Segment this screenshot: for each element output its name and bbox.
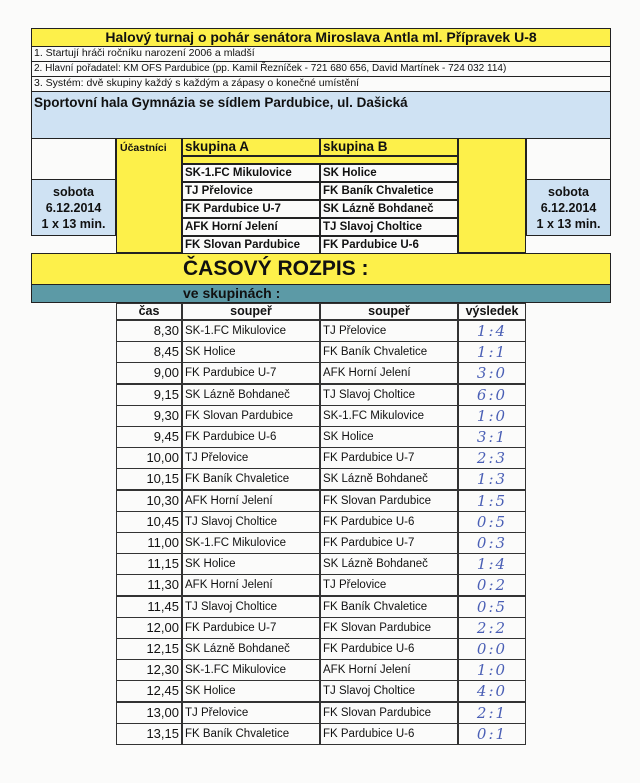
match-time: 10,00 (116, 447, 182, 469)
match-result: 1:5 (458, 490, 526, 512)
match-time: 11,15 (116, 553, 182, 575)
match-result: 1:1 (458, 341, 526, 363)
right-day-date: 6.12.2014 (540, 201, 597, 215)
match-away: TJ Přelovice (320, 320, 458, 342)
match-home: TJ Přelovice (182, 702, 320, 724)
right-day-name: sobota (548, 185, 589, 199)
match-time: 12,15 (116, 638, 182, 660)
header-result: výsledek (458, 303, 526, 320)
match-result: 0:0 (458, 638, 526, 660)
match-home: AFK Horní Jelení (182, 574, 320, 596)
right-day-box (526, 180, 611, 236)
group-b-team: SK Lázně Bohdaneč (320, 200, 458, 218)
group-a-team: AFK Horní Jelení (182, 218, 320, 236)
match-away: FK Pardubice U-7 (320, 532, 458, 554)
schedule-subtitle: ve skupinách : (31, 285, 611, 303)
match-time: 13,00 (116, 702, 182, 724)
match-home: FK Pardubice U-6 (182, 426, 320, 448)
left-day-box (31, 180, 116, 236)
match-away: FK Slovan Pardubice (320, 490, 458, 512)
group-a-team: FK Slovan Pardubice (182, 236, 320, 254)
match-result: 4:0 (458, 680, 526, 702)
match-away: AFK Horní Jelení (320, 659, 458, 681)
match-home: SK Lázně Bohdaneč (182, 384, 320, 406)
match-time: 13,15 (116, 723, 182, 745)
match-away: FK Pardubice U-6 (320, 638, 458, 660)
match-away: SK Holice (320, 426, 458, 448)
match-home: SK-1.FC Mikulovice (182, 532, 320, 554)
left-day-spacer (31, 138, 116, 180)
match-home: SK Holice (182, 553, 320, 575)
left-day-date: 6.12.2014 (45, 201, 102, 215)
participants-label: Účastníci (116, 138, 182, 253)
match-result: 0:1 (458, 723, 526, 745)
match-time: 11,00 (116, 532, 182, 554)
group-b-team: FK Pardubice U-6 (320, 236, 458, 254)
match-result: 0:3 (458, 532, 526, 554)
match-time: 10,30 (116, 490, 182, 512)
match-result: 2:2 (458, 617, 526, 639)
match-result: 0:5 (458, 511, 526, 533)
match-away: FK Slovan Pardubice (320, 617, 458, 639)
match-time: 12,45 (116, 680, 182, 702)
match-home: AFK Horní Jelení (182, 490, 320, 512)
match-home: FK Baník Chvaletice (182, 723, 320, 745)
group-b-team: SK Holice (320, 164, 458, 182)
match-away: TJ Přelovice (320, 574, 458, 596)
match-away: FK Baník Chvaletice (320, 341, 458, 363)
match-home: SK-1.FC Mikulovice (182, 659, 320, 681)
group-a-team: TJ Přelovice (182, 182, 320, 200)
group-b-team: TJ Slavoj Choltice (320, 218, 458, 236)
match-result: 6:0 (458, 384, 526, 406)
match-home: FK Pardubice U-7 (182, 362, 320, 384)
header-home: soupeř (182, 303, 320, 320)
match-result: 1:4 (458, 553, 526, 575)
header-away: soupeř (320, 303, 458, 320)
header-time: čas (116, 303, 182, 320)
page-title: Halový turnaj o pohár senátora Miroslava Antla ml. Přípravek U-8 (31, 28, 611, 47)
match-time: 9,45 (116, 426, 182, 448)
match-home: SK-1.FC Mikulovice (182, 320, 320, 342)
right-day-spacer (526, 138, 611, 180)
match-home: FK Pardubice U-7 (182, 617, 320, 639)
match-result: 0:5 (458, 596, 526, 618)
match-result: 3:0 (458, 362, 526, 384)
group-right-fill (458, 138, 526, 253)
match-time: 12,30 (116, 659, 182, 681)
group-b-header: skupina B (320, 138, 458, 156)
match-home: TJ Slavoj Choltice (182, 511, 320, 533)
schedule-title: ČASOVÝ ROZPIS : (31, 253, 611, 285)
group-header-gap (182, 156, 458, 164)
match-result: 3:1 (458, 426, 526, 448)
match-time: 9,15 (116, 384, 182, 406)
info-line-1: 1. Startují hráči ročníku narození 2006 a mladší (31, 47, 611, 62)
match-time: 10,45 (116, 511, 182, 533)
match-away: AFK Horní Jelení (320, 362, 458, 384)
match-home: FK Baník Chvaletice (182, 468, 320, 490)
group-a-team: FK Pardubice U-7 (182, 200, 320, 218)
match-time: 12,00 (116, 617, 182, 639)
match-time: 9,30 (116, 405, 182, 427)
match-result: 1:0 (458, 405, 526, 427)
match-home: TJ Slavoj Choltice (182, 596, 320, 618)
match-time: 9,00 (116, 362, 182, 384)
match-home: FK Slovan Pardubice (182, 405, 320, 427)
match-time: 8,30 (116, 320, 182, 342)
match-result: 1:0 (458, 659, 526, 681)
match-home: SK Lázně Bohdaneč (182, 638, 320, 660)
match-home: SK Holice (182, 680, 320, 702)
match-away: SK Lázně Bohdaneč (320, 468, 458, 490)
group-a-team: SK-1.FC Mikulovice (182, 164, 320, 182)
match-result: 2:1 (458, 702, 526, 724)
match-result: 1:4 (458, 320, 526, 342)
match-away: FK Pardubice U-6 (320, 723, 458, 745)
match-away: FK Pardubice U-6 (320, 511, 458, 533)
venue-heading: Sportovní hala Gymnázia se sídlem Pardubice, ul. Dašická (31, 92, 611, 159)
left-day-format: 1 x 13 min. (41, 217, 106, 231)
match-away: FK Slovan Pardubice (320, 702, 458, 724)
match-home: TJ Přelovice (182, 447, 320, 469)
match-result: 1:3 (458, 468, 526, 490)
match-away: FK Baník Chvaletice (320, 596, 458, 618)
group-b-team: FK Baník Chvaletice (320, 182, 458, 200)
match-away: SK-1.FC Mikulovice (320, 405, 458, 427)
match-away: SK Lázně Bohdaneč (320, 553, 458, 575)
left-day-name: sobota (53, 185, 94, 199)
info-line-2: 2. Hlavní pořadatel: KM OFS Pardubice (pp. Kamil Řezníček - 721 680 656, David Martínek - 724 032 114) (31, 62, 611, 77)
right-day-format: 1 x 13 min. (536, 217, 601, 231)
match-away: FK Pardubice U-7 (320, 447, 458, 469)
match-time: 10,15 (116, 468, 182, 490)
match-time: 11,30 (116, 574, 182, 596)
match-result: 0:2 (458, 574, 526, 596)
match-away: TJ Slavoj Choltice (320, 680, 458, 702)
match-home: SK Holice (182, 341, 320, 363)
match-time: 8,45 (116, 341, 182, 363)
group-a-header: skupina A (182, 138, 320, 156)
match-time: 11,45 (116, 596, 182, 618)
match-away: TJ Slavoj Choltice (320, 384, 458, 406)
info-line-3: 3. Systém: dvě skupiny každý s každým a zápasy o konečné umístění (31, 77, 611, 92)
match-result: 2:3 (458, 447, 526, 469)
